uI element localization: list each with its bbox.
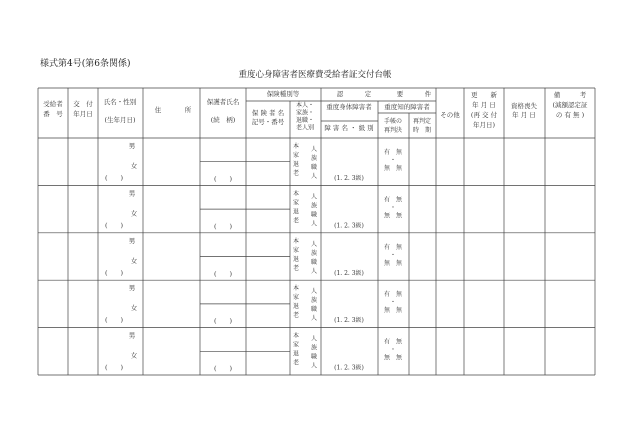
row-category-left: 家 [292,246,300,254]
header-certification: 件 [424,90,432,98]
header-insured-category: 退職・ [295,117,315,124]
row-relation-paren: ( ) [213,364,233,373]
row-grade: (1. 2. 3級) [334,317,364,325]
row-male: 男 [128,284,136,293]
row-category-left: 退 [292,350,300,358]
row-category-right: 職 [310,211,318,219]
header-reissue-period: 再判定 [412,118,432,125]
row-category-right: 人 [310,335,318,343]
row-handbook-none: 無 無 [383,259,403,267]
row-category-left: 老 [292,264,300,272]
row-category-right: 族 [310,344,318,352]
row-relation-paren: ( ) [213,269,233,278]
row-category-left: 家 [292,341,300,349]
row-female: 女 [130,304,138,313]
row-category-left: 家 [292,199,300,207]
header-handbook-reissue: 再判決 [383,127,403,134]
row-category-right: 人 [310,362,318,370]
row-grade: (1. 2. 3級) [334,175,364,182]
row-category-left: 家 [292,152,300,159]
row-category-right: 族 [310,297,318,305]
header-recipient-no: 番 号 [43,110,63,118]
row-category-left: 老 [292,170,300,177]
header-physical-grade: 障 害 名 ・ 級 別 [324,124,374,132]
header-insurance-type: 保険種別等 [266,90,300,98]
row-female: 女 [130,162,138,170]
row-category-left: 退 [292,208,300,216]
row-category-left: 退 [292,161,300,168]
row-relation-paren: ( ) [213,317,233,326]
row-category-left: 老 [292,359,300,367]
header-name-sex: 氏名・性別 [103,98,137,106]
row-category-left: 本 [292,332,300,340]
row-birth-paren: ( ) [104,268,124,277]
header-recipient-no: 受給者 [43,100,63,108]
row-handbook-has: 有 無 [383,291,403,299]
header-renewal: (再 交 付 [470,111,498,119]
row-male: 男 [128,331,136,340]
row-category-left: 退 [292,303,300,311]
row-category-left: 家 [292,294,300,302]
row-birth-paren: ( ) [104,316,124,325]
row-category-right: 人 [310,173,318,180]
row-category-right: 人 [310,240,318,248]
header-insured-category: 本人・ [295,102,315,109]
row-category-left: 本 [292,237,300,245]
row-male: 男 [128,142,136,150]
header-certification: 定 [364,90,372,98]
row-category-right: 職 [310,306,318,314]
row-birth-paren: ( ) [104,363,124,372]
row-category-left: 本 [292,143,300,150]
row-handbook-none: 無 無 [383,307,403,315]
header-renewal: 年 月 日 [472,101,496,109]
row-category-right: 人 [310,193,318,201]
row-category-left: 本 [292,190,300,198]
row-grade: (1. 2. 3級) [334,364,364,372]
row-category-right: 人 [310,146,318,153]
row-handbook-dot: ・ [389,299,397,307]
row-category-right: 職 [310,258,318,266]
row-handbook-has: 有 無 [383,149,403,156]
row-handbook-has: 有 無 [383,196,403,204]
row-male: 男 [128,236,136,245]
form-title: 重度心身障害者医療費受給者証交付台帳 [238,70,392,80]
header-handbook-reissue: 手帳の [383,118,403,125]
header-renewal: 更 新 [471,91,497,99]
header-insurer-no: 保 険 者 名 [251,109,285,117]
header-other: その他 [440,111,460,119]
row-relation-paren: ( ) [213,175,233,183]
header-reissue-period: 時 期 [412,127,432,134]
row-handbook-none: 無 無 [383,354,403,362]
row-handbook-has: 有 無 [383,243,403,251]
header-physical: 重度身体障害者 [326,103,372,111]
row-birth-paren: ( ) [104,174,124,182]
row-female: 女 [130,209,138,218]
row-category-left: 退 [292,255,300,263]
row-handbook-dot: ・ [389,204,397,212]
header-insured-category: 老人別 [295,124,315,132]
header-guardian: 保護者氏名 [206,98,240,106]
row-category-right: 職 [310,164,318,171]
header-insured-category: 家族・ [295,109,315,117]
row-grade: (1. 2. 3級) [334,269,364,277]
row-handbook-dot: ・ [389,346,397,354]
header-intellectual: 重度知的障害者 [384,103,430,111]
row-handbook-has: 有 無 [383,338,403,346]
header-certification: 認 [336,90,344,98]
row-category-left: 本 [292,285,300,293]
form-number: 様式第4号(第6条関係) [40,59,131,69]
header-birth-date: (生年月日) [104,116,136,124]
row-handbook-dot: ・ [389,157,397,164]
row-birth-paren: ( ) [104,221,124,230]
row-handbook-dot: ・ [389,251,397,259]
header-address: 所 [184,106,192,114]
row-category-right: 人 [310,315,318,323]
header-relation: (続 柄) [210,116,236,124]
header-issue-date: 交 付 [73,100,93,108]
header-issue-date: 年月日 [73,110,93,118]
header-renewal: 年月日) [472,121,496,129]
row-category-right: 族 [310,155,318,162]
row-relation-paren: ( ) [213,222,233,231]
header-loss-date: 資格喪失 [511,102,537,110]
row-category-right: 族 [310,202,318,210]
row-category-right: 人 [310,220,318,228]
row-handbook-none: 無 無 [383,165,403,172]
row-grade: (1. 2. 3級) [334,222,364,230]
header-insurer-no: 記号・番号 [251,118,285,126]
header-address: 住 [154,106,162,114]
header-remarks: の 有 無 ) [555,111,585,119]
row-category-left: 老 [292,312,300,320]
row-handbook-none: 無 無 [383,212,403,220]
row-male: 男 [128,189,136,198]
header-remarks: 備 考 [553,91,587,99]
row-category-left: 老 [292,217,300,225]
row-category-right: 人 [310,288,318,296]
row-category-right: 人 [310,267,318,275]
row-female: 女 [130,256,138,265]
row-category-right: 職 [310,353,318,361]
row-category-right: 族 [310,249,318,257]
header-loss-date: 年 月 日 [512,111,536,119]
row-female: 女 [130,351,138,360]
header-certification: 要 [396,90,404,98]
header-remarks: (減額認定証 [552,101,588,109]
